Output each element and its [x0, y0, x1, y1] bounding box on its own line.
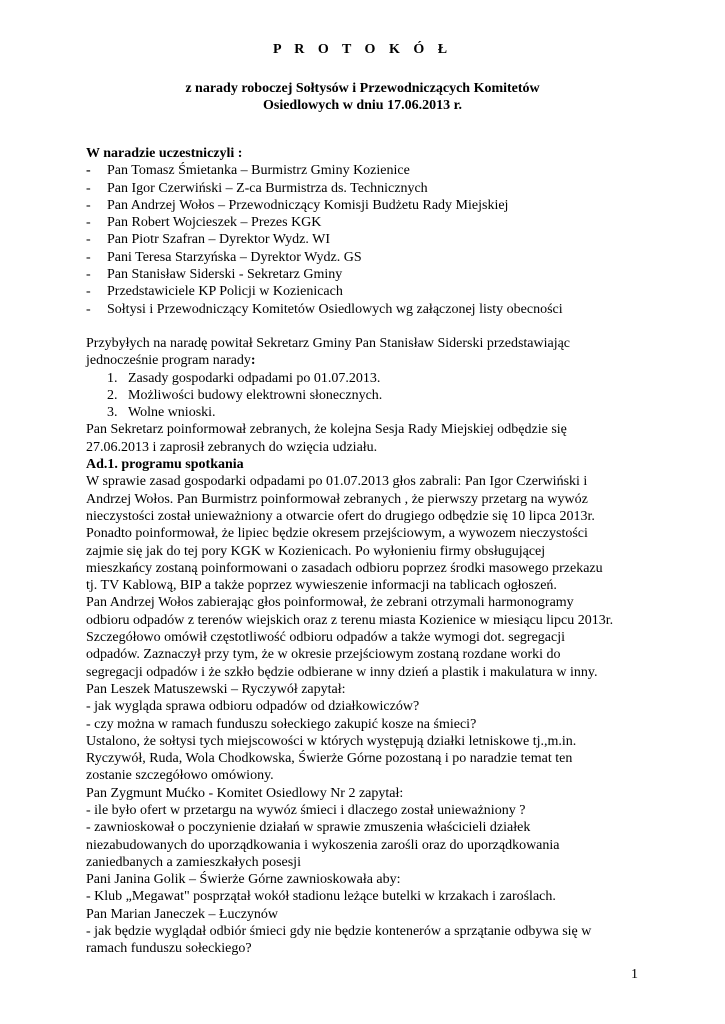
- list-item: - Pan Tomasz Śmietanka – Burmistrz Gminy Kozienice: [86, 163, 410, 179]
- list-item: - Pan Robert Wojcieszek – Prezes KGK: [86, 215, 322, 231]
- minutes-text: [86, 473, 666, 957]
- subtitle-line: Osiedlowych w dniu 17.06.2013 r.: [262, 98, 462, 113]
- text-line: Ustalono, że sołtysi tych miejscowości w których występują działki letniskowe tj.,m.in.: [86, 733, 577, 749]
- text-line: odpadów. Zaznaczył przy tym, że w okresie przejściowym zostaną rozdane worki do: [86, 647, 561, 663]
- document-title: P R O T O K Ó Ł: [272, 42, 453, 57]
- text-line: zostanie szczegółowo omówiony.: [86, 768, 274, 784]
- text-line: - jak będzie wyglądał odbiór śmieci gdy nie będzie kontenerów a sprzątanie odbywa się w: [86, 924, 592, 940]
- paragraph-gap: [86, 318, 666, 335]
- attendee-name: Pan Igor Czerwiński – Z-ca Burmistrza ds. Technicznych: [107, 180, 428, 196]
- attendees-heading: W naradzie uczestniczyli :: [86, 146, 243, 161]
- text-line: nieczystości został unieważniony a otwarcie ofert do drugiego odbędzie się 10 lipca 2013r.: [86, 508, 595, 524]
- attendee-name: Sołtysi i Przewodniczący Komitetów Osiedlowych wg załączonej listy obecności: [107, 301, 563, 317]
- text-line: Ryczywół, Ruda, Wola Chodkowska, Świerże Górne pozostaną i po naradzie temat ten: [86, 751, 573, 767]
- text-line: - czy można w ramach funduszu sołeckiego zakupić kosze na śmieci?: [86, 716, 477, 732]
- list-item: - Pan Piotr Szafran – Dyrektor Wydz. WI: [86, 232, 330, 248]
- list-item: - Pan Igor Czerwiński – Z-ca Burmistrza ds. Technicznych: [86, 180, 428, 196]
- attendee-name: Pan Andrzej Wołos – Przewodniczący Komisji Budżetu Rady Miejskiej: [107, 197, 509, 213]
- list-item: - Pan Stanisław Siderski - Sekretarz Gminy: [86, 267, 343, 283]
- text-line: mieszkańcy zostaną poinformowani o zasadach odbioru poprzez środki masowego przekazu: [86, 560, 603, 576]
- text-line: - jak wygląda sprawa odbioru odpadów od działkowiczów?: [86, 699, 420, 715]
- text-line: Pan Sekretarz poinformował zebranych, że kolejna Sesja Rady Miejskiej odbędzie się: [86, 422, 567, 438]
- attendee-name: Pan Stanisław Siderski - Sekretarz Gminy: [107, 267, 343, 283]
- agenda-list: [86, 370, 666, 422]
- text-line: Pan Andrzej Wołos zabierając głos poinformował, że zebrani otrzymali harmonogramy: [86, 595, 574, 611]
- list-item: - Sołtysi i Przewodniczący Komitetów Osiedlowych wg załączonej listy obecności: [86, 301, 563, 317]
- list-item: 2. Możliwości budowy elektrowni słonecznych.: [107, 387, 383, 403]
- attendee-name: Pan Piotr Szafran – Dyrektor Wydz. WI: [107, 232, 330, 248]
- text-line: ramach funduszu sołeckiego?: [86, 941, 252, 957]
- document-subtitle: [0, 80, 725, 114]
- text-line: odbioru odpadów z terenów wiejskich oraz z terenu miasta Kozienice w miesiącu lipcu 2013r.: [86, 612, 614, 628]
- text-line: Pani Janina Golik – Świerże Górne zawnioskowała aby:: [86, 872, 401, 888]
- text-line: zaniedbanych a zamieszkałych posesji: [86, 854, 301, 870]
- attendee-name: Pani Teresa Starzyńska – Dyrektor Wydz. GS: [107, 249, 362, 265]
- intro-line: Przybyłych na naradę powitał Sekretarz Gminy Pan Stanisław Siderski przedstawiając: [86, 335, 571, 351]
- text-line: Pan Leszek Matuszewski – Ryczywół zapytał:: [86, 681, 346, 697]
- text-line: Pan Marian Janeczek – Łuczynów: [86, 906, 279, 922]
- text-line: tj. TV Kablową, BIP a także poprzez wywieszenie informacji na tablicach ogłoszeń.: [86, 578, 557, 594]
- subtitle-line: z narady roboczej Sołtysów i Przewodniczących Komitetów: [185, 81, 540, 96]
- text-line: Szczegółowo omówił częstotliwość odbioru odpadów a także wymogi dot. segregacji: [86, 630, 565, 646]
- attendee-name: Przedstawiciele KP Policji w Kozienicach: [107, 284, 343, 300]
- document-body: [86, 145, 666, 958]
- attendees-list: [86, 162, 666, 318]
- list-item: 1. Zasady gospodarki odpadami po 01.07.2013.: [107, 370, 381, 386]
- text-line: Ponadto poinformował, że lipiec będzie okresem przejściowym, a wywozem nieczystości: [86, 526, 588, 542]
- text-line: niezabudowanych do uporządkowania i wykoszenia zarośli oraz do uporządkowania: [86, 837, 560, 853]
- list-item: 3. Wolne wnioski.: [107, 405, 216, 421]
- intro-line: jednocześnie program narady:: [86, 353, 256, 369]
- text-line: W sprawie zasad gospodarki odpadami po 01.07.2013 głos zabrali: Pan Igor Czerwiński i: [86, 474, 588, 490]
- list-item: - Pani Teresa Starzyńska – Dyrektor Wydz. GS: [86, 249, 362, 265]
- text-line: Pan Zygmunt Mućko - Komitet Osiedlowy Nr 2 zapytał:: [86, 785, 404, 801]
- text-line: - ile było ofert w przetargu na wywóz śmieci i dlaczego został unieważniony ?: [86, 802, 526, 818]
- text-line: 27.06.2013 i zaprosił zebranych do wzięcia udziału.: [86, 439, 378, 455]
- text-line: segregacji odpadów i że szkło będzie odbierane w inny dzień a plastik i makulatura w inny.: [86, 664, 598, 680]
- list-item: - Przedstawiciele KP Policji w Kozienicach: [86, 284, 343, 300]
- text-line: - Klub „Megawat" posprzątał wokół stadionu leżące butelki w krzakach i zaroślach.: [86, 889, 556, 905]
- text-line: - zawnioskował o poczynienie działań w sprawie zmuszenia właścicieli działek: [86, 820, 531, 836]
- section-heading: Ad.1. programu spotkania: [86, 457, 244, 473]
- attendee-name: Pan Tomasz Śmietanka – Burmistrz Gminy Kozienice: [107, 163, 410, 179]
- page-number: 1: [631, 967, 638, 982]
- list-item: - Pan Andrzej Wołos – Przewodniczący Komisji Budżetu Rady Miejskiej: [86, 197, 509, 213]
- text-line: Andrzej Wołos. Pan Burmistrz poinformował zebranych , że pierwszy przetarg na wywóz: [86, 491, 588, 507]
- attendee-name: Pan Robert Wojcieszek – Prezes KGK: [107, 215, 322, 231]
- text-line: zajmie się jak do tej pory KGK w Kozienicach. Po wyłonieniu firmy obsługującej: [86, 543, 546, 559]
